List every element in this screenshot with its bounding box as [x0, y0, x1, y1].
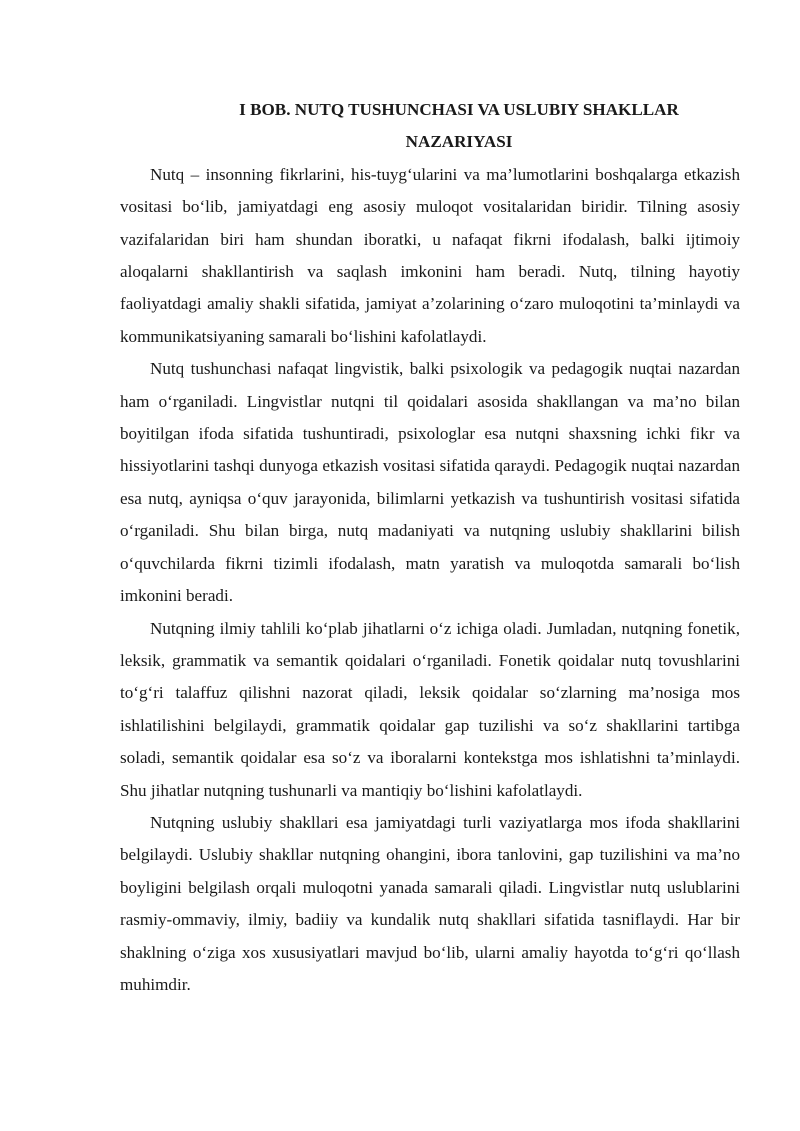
paragraph-2: Nutq tushunchasi nafaqat lingvistik, balki psixologik va pedagogik nuqtai nazardan ham o‘rganiladi. Lingvistlar nutqni til qoidalari asosida shakllangan va ma’no bilan boyitilgan ifoda sifatida tushuntiradi, psixologlar esa nutqni shaxsning ichki fikr va hissiyotlarini tashqi dunyoga etkazish vositasi sifatida qaraydi. Pedagogik nuqtai nazardan esa nutq, ayniqsa o‘quv jarayonida, bilimlarni yetkazish va tushuntirish vositasi sifatida o‘rganiladi. Shu bilan birga, nutq madaniyati va nutqning uslubiy shakllarini bilish o‘quvchilarda fikrni tizimli ifodalash, matn yaratish va muloqotda samarali bo‘lish imkonini beradi.: [120, 359, 740, 606]
chapter-title-line-1: I BOB. NUTQ TUSHUNCHASI VA USLUBIY SHAKLLAR: [239, 100, 679, 119]
paragraph-4: Nutqning uslubiy shakllari esa jamiyatdagi turli vaziyatlarga mos ifoda shakllarini belgilaydi. Uslubiy shakllar nutqning ohangini, ibora tanlovini, gap tuzilishini va ma’no boyligini belgilash orqali muloqotni yanada samarali qiladi. Lingvistlar nutq uslublarini rasmiy-ommaviy, ilmiy, badiiy va kundalik nutq shakllari sifatida tasniflaydi. Har bir shaklning o‘ziga xos xususiyatlari mavjud bo‘lib, ularni amaliy hayotda to‘g‘ri qo‘llash muhimdir.: [120, 812, 740, 994]
page-content: [120, 94, 740, 1001]
chapter-title: [120, 94, 740, 159]
paragraph-3: Nutqning ilmiy tahlili ko‘plab jihatlarni o‘z ichiga oladi. Jumladan, nutqning fonetik, leksik, grammatik va semantik qoidalari o‘rganiladi. Fonetik qoidalar nutq tovushlarini to‘g‘ri talaffuz qilishni nazorat qiladi, leksik qoidalar so‘zlarning ma’nosiga mos ishlatilishini belgilaydi, grammatik qoidalar gap tuzilishi va so‘z shakllarini tartibga soladi, semantik qoidalar esa so‘z va iboralarni kontekstga mos ishlatishni ta’minlaydi. Shu jihatlar nutqning tushunarli va mantiqiy bo‘lishini kafolatlaydi.: [120, 618, 740, 800]
paragraph-1: Nutq – insonning fikrlarini, his-tuyg‘ularini va ma’lumotlarini boshqalarga etkazish vositasi bo‘lib, jamiyatdagi eng asosiy muloqot vositalaridan biridir. Tilning asosiy vazifalaridan biri ham shundan iboratki, u nafaqat fikrni ifodalash, balki ijtimoiy aloqalarni shakllantirish va saqlash imkonini ham beradi. Nutq, tilning hayotiy faoliyatdagi amaliy shakli sifatida, jamiyat a’zolarining o‘zaro muloqotini ta’minlaydi va kommunikatsiyaning samarali bo‘lishini kafolatlaydi.: [120, 164, 740, 346]
chapter-title-line-2: NAZARIYASI: [405, 132, 513, 152]
